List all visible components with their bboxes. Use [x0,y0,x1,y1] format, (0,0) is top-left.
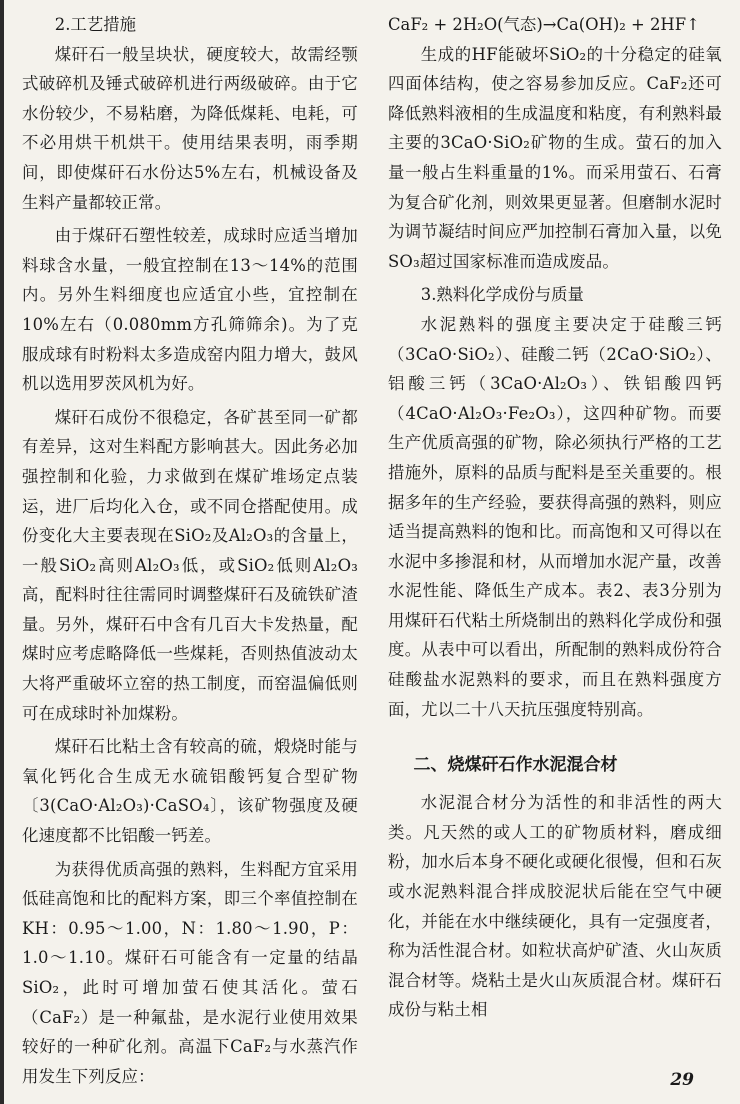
subsection-heading: 2.工艺措施 [54,15,136,34]
chemical-equation: CaF₂ + 2H₂O(气态)→Ca(OH)₂ + 2HF↑ [388,15,700,34]
section-heading: 二、烧煤矸石作水泥混合材 [413,755,618,776]
paragraph: 煤矸石成份不很稳定，各矿甚至同一矿都有差异，这对生料配方影响甚大。因此务必加强控制和化验，力求做到在煤矿堆场定点装运，进厂后均化入仓，或不同仓搭配使用。成份变化大主要表现在SiO₂及Al₂O₃的含量上，一般SiO₂高则Al₂O₃低，或SiO₂低则Al₂O₃高，配料时往往需同时调整煤矸石及硫铁矿渣量。另外，煤矸石中含有几百大卡发热量，配煤时应考虑略降低一些煤耗，否则热值波动太大将严重破坏立窑的热工制度，而窑温偏低则可在成球时补加煤粉。 [22,407,358,723]
page-number: 29 [670,1070,694,1090]
paragraph: 煤矸石比粘土含有较高的硫，煅烧时能与氧化钙化合生成无水硫铝酸钙复合型矿物〔3(CaO·Al₂O₃)·CaSO₄〕，该矿物强度及硬化速度都不比铝酸一钙差。 [22,737,358,846]
paragraph: 水泥熟料的强度主要决定于硅酸三钙（3CaO·SiO₂）、硅酸二钙（2CaO·SiO₂）、铝酸三钙（3CaO·Al₂O₃）、铁铝酸四钙（4CaO·Al₂O₃·Fe₂O₃），这四种矿物。而要生产优质高强的矿物，除必须执行严格的工艺措施外，原料的品质与配料是至关重要的。根据多年的生产经验，要获得高强的熟料，则应适当提高熟料的饱和比。而高饱和又可得以在水泥中多掺混和材，从而增加水泥产量，改善水泥性能、降低生产成本。表2、表3分别为用煤矸石代粘土所烧制出的熟料化学成份和强度。从表中可以看出，所配制的熟料成份符合硅酸盐水泥熟料的要求，而且在熟料强度方面，尤以二十八天抗压强度特别高。 [388,314,722,719]
left-column [22,10,358,1095]
paragraph: 由于煤矸石塑性较差，成球时应适当增加料球含水量，一般宜控制在13～14%的范围内。另外生料细度也应适宜小些，宜控制在10%左右（0.080mm方孔筛筛余)。为了克服成球有时粉料太多造成窑内阻力增大，鼓风机以选用罗茨风机为好。 [22,226,358,394]
page-edge-shadow [0,0,4,1104]
paragraph: 为获得优质高强的熟料，生料配方宜采用低硅高饱和比的配料方案，即三个率值控制在KH：0.95～1.00，N：1.80～1.90，P：1.0～1.10。煤矸石可能含有一定量的结晶SiO₂，此时可增加萤石使其活化。萤石（CaF₂）是一种氟盐，是水泥行业使用效果较好的一种矿化剂。高温下CaF₂与水蒸汽作用发生下列反应： [22,859,358,1086]
subsection-heading: 3.熟料化学成份与质量 [420,285,584,305]
right-column [388,10,722,1029]
paragraph: 生成的HF能破坏SiO₂的十分稳定的硅氧四面体结构，使之容易参加反应。CaF₂还可降低熟料液相的生成温度和粘度，有利熟料最主要的3CaO·SiO₂矿物的生成。萤石的加入量一般占生料重量的1%。而采用萤石、石膏为复合矿化剂，则效果更显著。但磨制水泥时为调节凝结时间应严加控制石膏加入量，以免SO₃超过国家标准而造成废品。 [388,44,722,271]
paragraph: 水泥混合材分为活性的和非活性的两大类。凡天然的或人工的矿物质材料，磨成细粉，加水后本身不硬化或硬化很慢，但和石灰或水泥熟料混合拌成胶泥状后能在空气中硬化，并能在水中继续硬化，具有一定强度者，称为活性混合材。如粒状高炉矿渣、火山灰质混合材等。烧粘土是火山灰质混合材。煤矸石成份与粘土相 [388,793,722,1020]
paragraph: 煤矸石一般呈块状，硬度较大，故需经颚式破碎机及锤式破碎机进行两级破碎。由于它水份较少，不易粘磨，为降低煤耗、电耗，可不必用烘干机烘干。使用结果表明，雨季期间，即使煤矸石水份达5%左右，机械设备及生料产量都较正常。 [22,44,358,212]
